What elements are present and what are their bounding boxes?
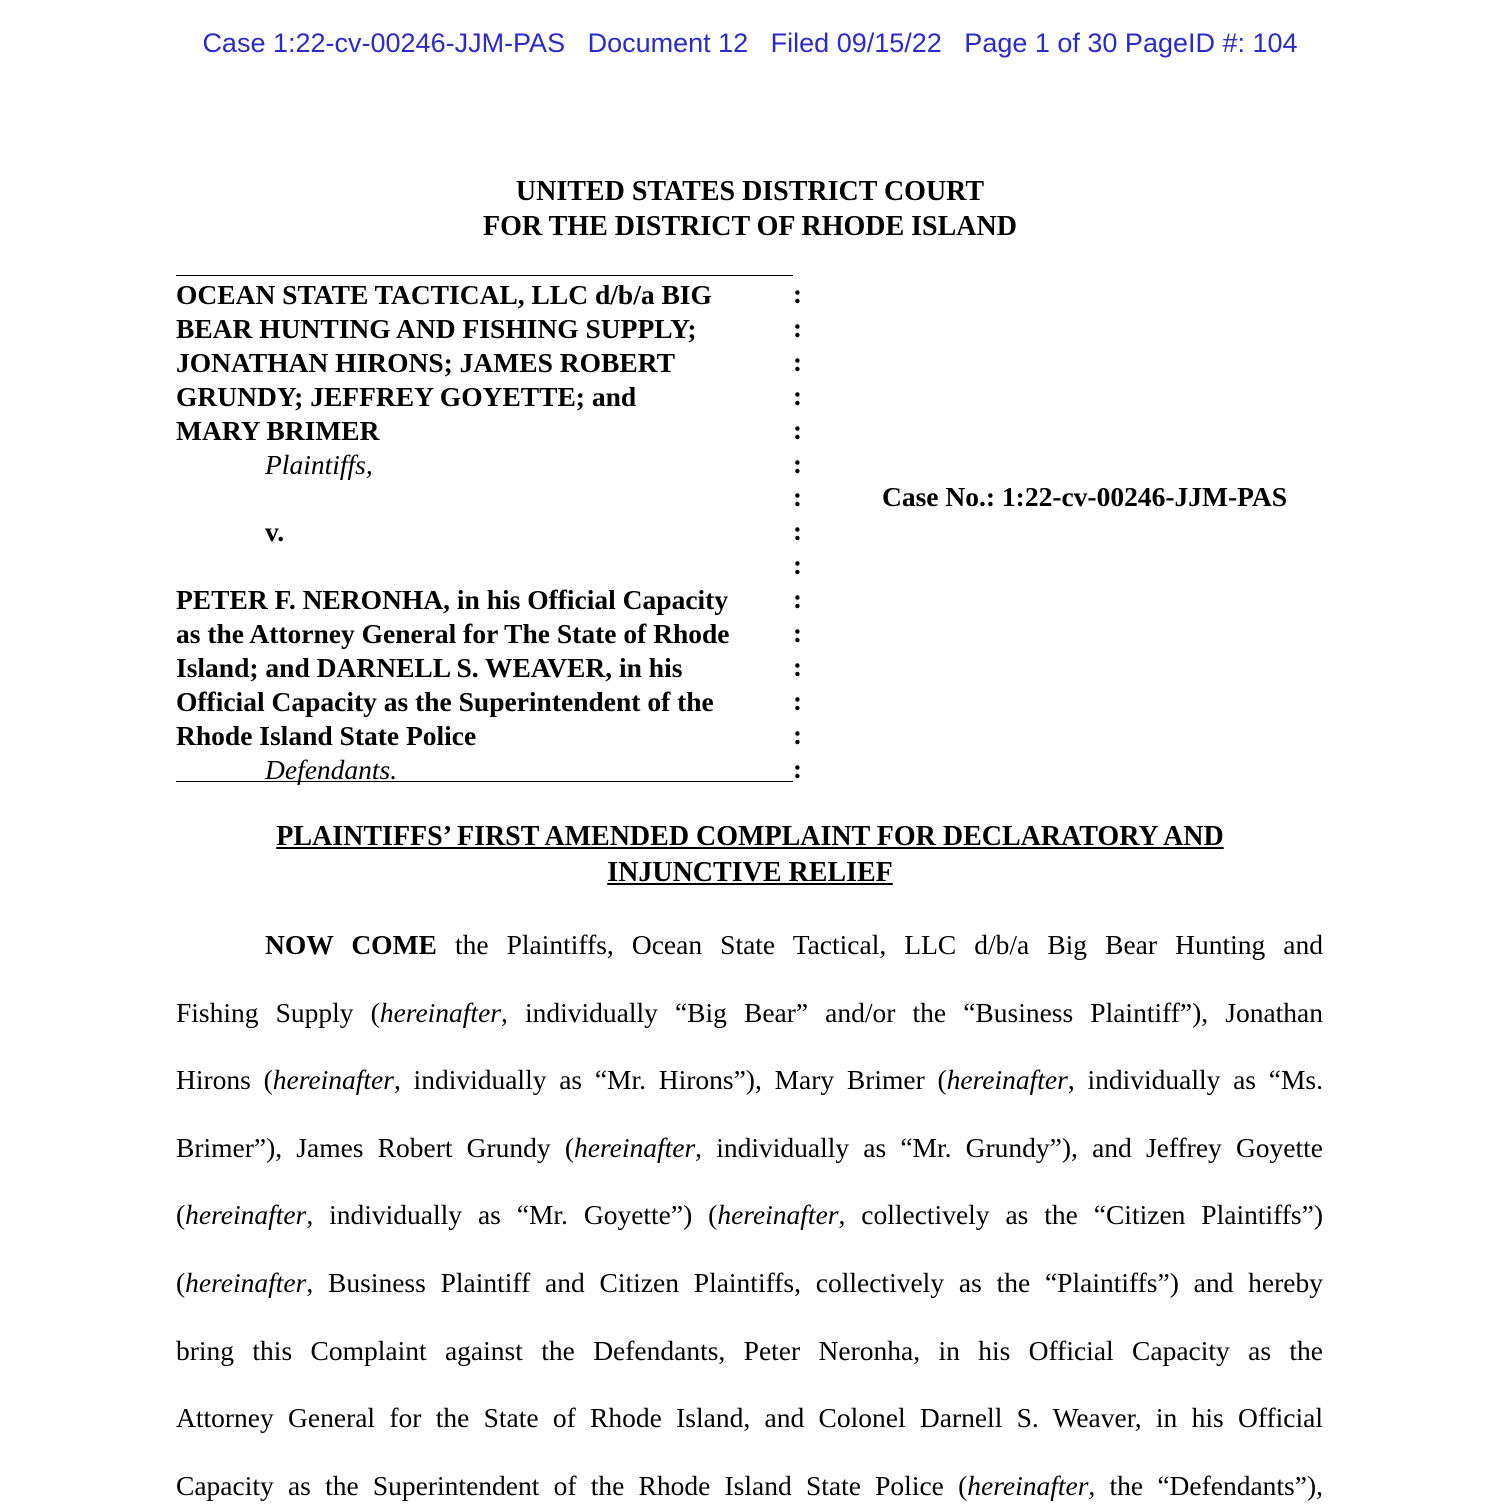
body-text-line (176, 1064, 1323, 1098)
caption-colon: : (793, 346, 802, 377)
italic-term: hereinafter (272, 1064, 394, 1096)
italic-term: hereinafter (185, 1267, 307, 1298)
body-text-line (176, 1132, 1323, 1166)
caption-line: Defendants. (265, 753, 398, 785)
caption-line: GRUNDY; JEFFREY GOYETTE; and (176, 380, 637, 412)
caption-colon: : (793, 550, 802, 581)
text-segment: , the “Defendants”), (1088, 1469, 1323, 1501)
text-segment: , individually as “Ms. (1067, 1064, 1323, 1096)
text-segment: , individually as “Mr. Hirons”), Mary Brimer ( (393, 1064, 947, 1096)
italic-term: hereinafter (946, 1064, 1068, 1096)
italic-term: hereinafter (967, 1469, 1089, 1501)
court-district: FOR THE DISTRICT OF RHODE ISLAND (483, 211, 1017, 242)
italic-term: hereinafter (379, 996, 501, 1028)
text-segment: Attorney General for the State of Rhode Island, and Colonel Darnell S. Weaver, in his Official (176, 1402, 1323, 1434)
text-segment: Fishing Supply ( (176, 996, 380, 1028)
caption-colon: : (793, 380, 802, 411)
caption-colon: : (793, 584, 802, 615)
document-title: PLAINTIFFS’ FIRST AMENDED COMPLAINT FOR DECLARATORY AND (276, 821, 1224, 852)
body-text-line (176, 1402, 1323, 1436)
caption-colon: : (793, 448, 802, 479)
italic-term: hereinafter (574, 1131, 696, 1163)
caption-line: OCEAN STATE TACTICAL, LLC d/b/a BIG (176, 279, 712, 310)
text-segment: Capacity as the Superintendent of the Rhode Island State Police ( (176, 1469, 968, 1501)
caption-colon: : (793, 618, 802, 648)
caption-colon: : (793, 753, 802, 784)
body-text-line (265, 929, 1323, 963)
text-segment: ( (176, 1199, 186, 1231)
italic-term: hereinafter (185, 1199, 307, 1231)
body-text-line (176, 1335, 1323, 1369)
text-segment: , individually as “Mr. Grundy”), and Jeffrey Goyette (695, 1131, 1323, 1163)
ecf-header-stamp: Case 1:22-cv-00246-JJM-PAS Document 12 Filed 09/15/22 Page 1 of 30 PageID #: 104 (202, 28, 1298, 58)
body-text-line (176, 997, 1323, 1031)
text-segment: , individually as “Mr. Goyette”) ( (306, 1199, 718, 1231)
caption-line: Official Capacity as the Superintendent of the (176, 685, 714, 717)
caption-line: PETER F. NERONHA, in his Official Capacity (176, 584, 729, 616)
caption-colon: : (793, 414, 802, 445)
text-segment: ( (176, 1267, 186, 1298)
caption-colon: : (793, 279, 802, 309)
body-text-line (176, 1470, 1323, 1504)
caption-colon: : (793, 685, 802, 716)
body-text-line (176, 1199, 1323, 1233)
text-segment: the Plaintiffs, Ocean State Tactical, LLC d/b/a Big Bear Hunting and (436, 929, 1323, 960)
document-title-line2: INJUNCTIVE RELIEF (607, 857, 893, 888)
caption-colon: : (793, 312, 802, 343)
caption-top-rule (176, 275, 793, 276)
text-segment: , individually “Big Bear” and/or the “Business Plaintiff”), Jonathan (500, 996, 1323, 1028)
caption-line: BEAR HUNTING AND FISHING SUPPLY; (176, 312, 697, 344)
caption-colon: : (793, 719, 802, 750)
caption-colon: : (793, 651, 802, 682)
text-segment: , Business Plaintiff and Citizen Plaintiffs, collectively as the “Plaintiffs”) and hereby (306, 1267, 1323, 1298)
text-segment: Brimer”), James Robert Grundy ( (176, 1131, 574, 1163)
text-segment: bring this Complaint against the Defendants, Peter Neronha, in his Official Capacity as the (176, 1334, 1323, 1366)
caption-line: MARY BRIMER (176, 414, 380, 446)
caption-line: v. (265, 516, 285, 548)
caption-line: as the Attorney General for The State of Rhode (176, 618, 730, 649)
caption-line: Plaintiffs, (265, 448, 373, 480)
case-number: Case No.: 1:22-cv-00246-JJM-PAS (882, 481, 1288, 512)
bold-lead-in: NOW COME (265, 929, 437, 960)
italic-term: hereinafter (717, 1199, 839, 1231)
text-segment: Hirons ( (176, 1064, 273, 1096)
caption-bottom-rule (176, 781, 793, 782)
caption-line: JONATHAN HIRONS; JAMES ROBERT (176, 346, 675, 378)
text-segment: , collectively as the “Citizen Plaintiffs”) (838, 1199, 1323, 1231)
caption-line: Rhode Island State Police (176, 719, 477, 751)
caption-colon: : (793, 482, 802, 513)
court-name: UNITED STATES DISTRICT COURT (515, 176, 985, 207)
caption-colon: : (793, 516, 802, 547)
caption-line: Island; and DARNELL S. WEAVER, in his (176, 651, 683, 683)
body-text-line (176, 1267, 1323, 1301)
